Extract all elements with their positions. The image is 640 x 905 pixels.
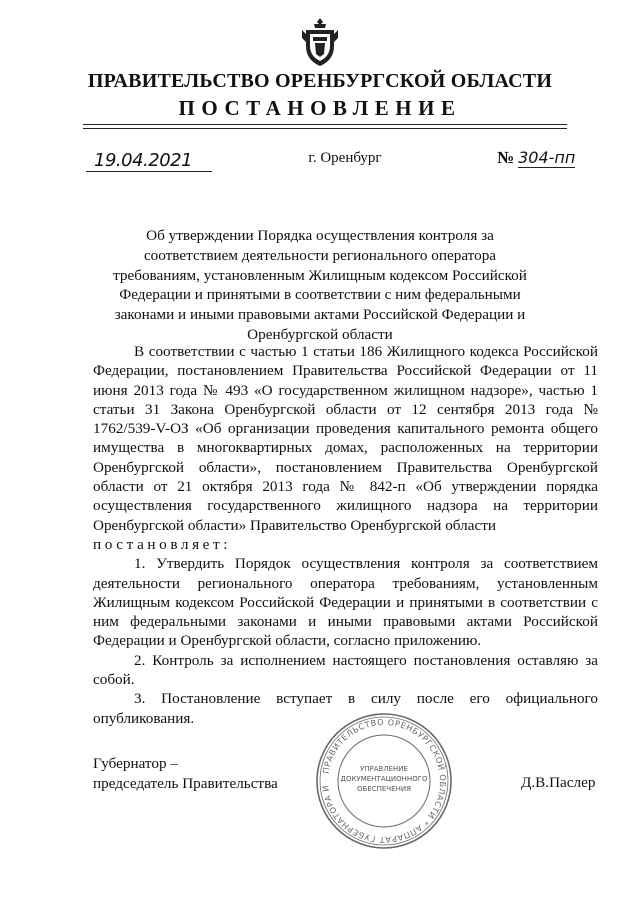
list-item: 1. Утвердить Порядок осуществления контроля за соответствием деятельности регионального оператора требованиям, установленным Жилищным кодексом Российской Федерации и принятыми в соответствии с ним федеральными законами и иными правовыми актами Российской Федерации и Оренбургской области, согласно приложению. — [93, 555, 598, 650]
signatory-name: Д.В.Паслер — [521, 774, 596, 791]
document-date: 19.04.2021 — [86, 150, 212, 172]
document-city: г. Оренбург — [308, 150, 382, 166]
list-item: 3. Постановление вступает в силу после его официального опубликования. — [93, 690, 598, 727]
number-value: 304-пп — [518, 148, 576, 167]
document-number — [497, 148, 575, 168]
position-line-2: председатель Правительства — [93, 775, 278, 792]
list-item: 2. Контроль за исполнением настоящего постановления оставляю за собой. — [93, 651, 598, 689]
stamp-inner-line-3: ОБЕСПЕЧЕНИЯ — [357, 785, 411, 793]
official-stamp — [314, 711, 454, 851]
decree-word: постановляет: — [93, 535, 232, 553]
document-body — [93, 342, 598, 728]
header-divider — [83, 124, 567, 125]
coat-of-arms-icon — [300, 16, 340, 68]
organization-heading: ПРАВИТЕЛЬСТВО ОРЕНБУРГСКОЙ ОБЛАСТИ — [87, 70, 553, 92]
stamp-inner-line-1: УПРАВЛЕНИЕ — [360, 765, 408, 773]
signatory-position — [93, 754, 278, 794]
number-label: № — [497, 148, 515, 167]
preamble-paragraph: В соответствии с частью 1 статьи 186 Жилищного кодекса Российской Федерации, постановлением Правительства Российской Федерации от 11 июня 2013 года № 493 «О государственном жилищном надзоре», частью 1 статьи 31 Закона Оренбургской области от 12 сентября 2013 года № 1762/539-V-ОЗ «Об организации проведения капитального ремонта общего имущества в многоквартирных домах, расположенных на территории Оренбургской области», постановлением Правительства Оренбургской области от 21 октября 2013 года № 842-п «Об утверждении порядка осуществления государственного жилищного надзора на территории Оренбургской области» Правительство Оренбургской области — [93, 343, 598, 534]
stamp-outer-text: ПРАВИТЕЛЬСТВО ОРЕНБУРГСКОЙ ОБЛАСТИ * АППАРАТ ГУБЕРНАТОРА И — [320, 716, 449, 846]
header-divider-secondary — [83, 128, 567, 129]
position-line-1: Губернатор – — [93, 755, 178, 772]
document-title: Об утверждении Порядка осуществления контроля за соответствием деятельности регионального оператора требованиям, установленным Жилищным кодексом Российской Федерации и принятыми в соответствии с ним федеральными законами и иными правовыми актами Российской Федерации и Оренбургской области — [113, 227, 527, 343]
document-type-heading: ПОСТАНОВЛЕНИЕ — [178, 96, 462, 120]
stamp-inner-line-2: ДОКУМЕНТАЦИОННОГО — [340, 775, 428, 783]
